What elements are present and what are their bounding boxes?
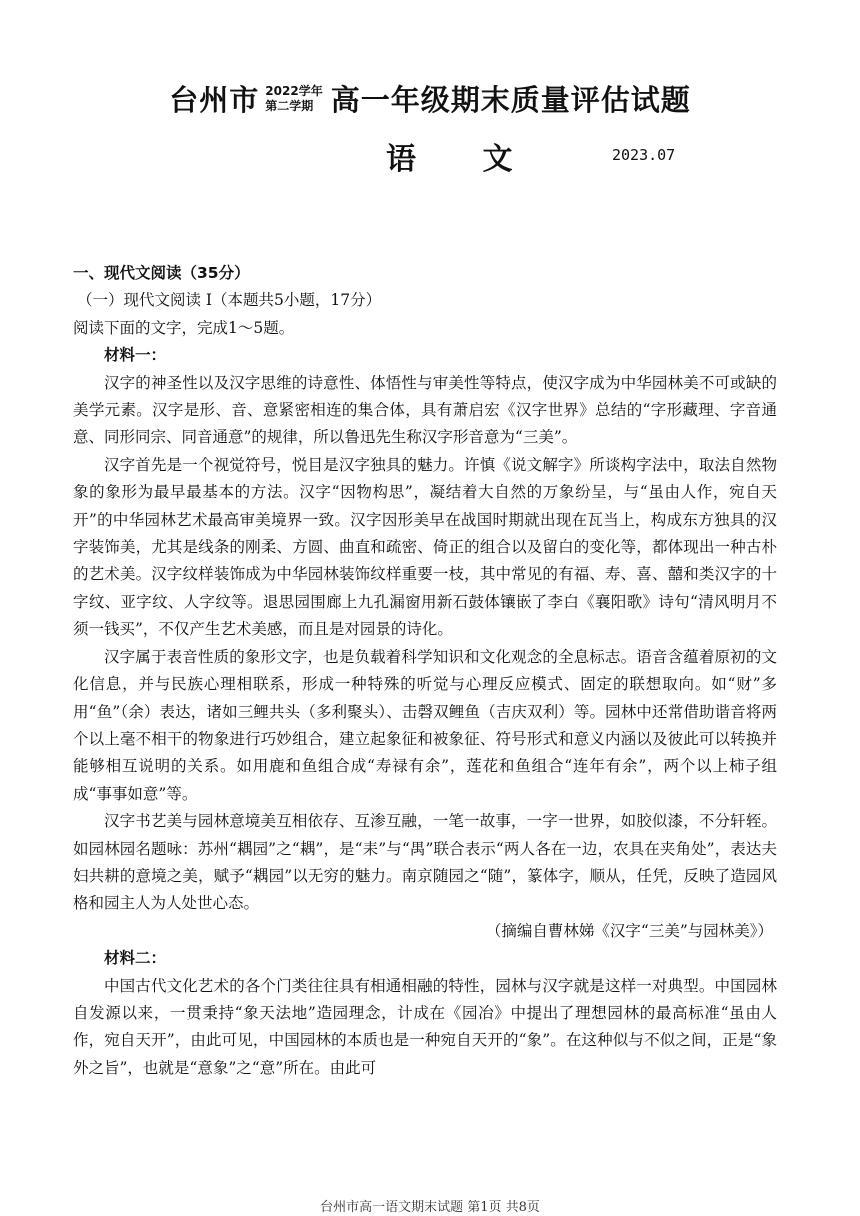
exam-title: 高一年级期末质量评估试题 bbox=[330, 83, 691, 117]
material-2-body bbox=[73, 973, 777, 1083]
paragraph: 汉字书艺美与园林意境美互相依存、互渗互融，一笔一故事，一字一世界，如胶似漆，不分轩轾。如园林园名题咏：苏州“耦园”之“耦”，是“耒”与“禺”联合表示“两人各在一边，农具在夹角处”，表达夫妇共耕的意境之美，赋予“耦园”以无穷的魅力。南京随园之“随”，篆体字，顺从，任凭，反映了造园风格和园主人为人处世心态。 bbox=[73, 812, 777, 913]
paragraph: 汉字的神圣性以及汉字思维的诗意性、体悟性与审美性等特点，使汉字成为中华园林美不可或缺的美学元素。汉字是形、音、意紧密相连的集合体，具有萧启宏《汉字世界》总结的“字形藏理、字音通意、同形同宗、同音通意”的规律，所以鲁迅先生称汉字形音意为“三美”。 bbox=[73, 373, 777, 447]
instruction-text: 阅读下面的文字，完成1～5题。 bbox=[73, 318, 295, 337]
paragraph: 中国古代文化艺术的各个门类往往具有相通相融的特性，园林与汉字就是这样一对典型。中国园林自发源以来，一贯秉持“象天法地”造园理念，计成在《园冶》中提出了理想园林的最高标准“虽由人作，宛自天开”，由此可见，中国园林的本质也是一种宛自天开的“象”。在这种似与不似之间，正是“象外之旨”，也就是“意象”之“意”所在。由此可 bbox=[73, 976, 777, 1077]
material-1-source: （摘编自曹林娣《汉字“三美”与园林美》） bbox=[485, 921, 773, 940]
page-footer: 台州市高一语文期末试题 第1页 共8页 bbox=[320, 1200, 540, 1215]
exam-date: 2023.07 bbox=[612, 146, 676, 164]
material-1-body bbox=[73, 370, 777, 918]
reading-section bbox=[73, 260, 777, 1082]
semester: 第二学期 bbox=[265, 98, 314, 113]
subsection-heading: （一）现代文阅读 I（本题共5小题，17分） bbox=[77, 291, 382, 310]
exam-title-row bbox=[0, 78, 860, 119]
subject-row bbox=[0, 134, 860, 177]
paragraph: 汉字首先是一个视觉符号，悦目是汉字独具的魅力。许慎《说文解字》所谈构字法中，取法自然物象的象形为最早最基本的方法。汉字“因物构思”，凝结着大自然的万象纷呈，与“虽由人作，宛自天开”的中华园林艺术最高审美境界一致。汉字因形美早在战国时期就出现在瓦当上，构成东方独具的汉字装饰美，尤其是线条的刚柔、方圆、曲直和疏密、倚正的组合以及留白的变化等，都体现出一种古朴的艺术美。汉字纹样装饰成为中华园林装饰纹样重要一枝，其中常见的有福、寿、喜、囍和类汉字的十字纹、亚字纹、人字纹等。退思园围廊上九孔漏窗用新石鼓体镶嵌了李白《襄阳歌》诗句“清风明月不须一钱买”，不仅产生艺术美感，而且是对园景的诗化。 bbox=[73, 455, 777, 639]
section-heading: 一、现代文阅读（35分） bbox=[73, 264, 250, 282]
paragraph: 汉字属于表音性质的象形文字，也是负载着科学知识和文化观念的全息标志。语音含蕴着原初的文化信息，并与民族心理相联系，形成一种特殊的听觉与心理反应模式、固定的联想取向。如“财”多用“鱼”（余）表达，诸如三鲤共头（多利聚头）、击磬双鲤鱼（吉庆双利）等。园林中还常借助谐音将两个以上毫不相干的物象进行巧妙组合，建立起象征和被象征、符号形式和意义内涵以及彼此可以转换并能够相互说明的关系。如用鹿和鱼组合成“寿禄有余”，莲花和鱼组合“连年有余”，两个以上柿子组成“事事如意”等。 bbox=[73, 647, 777, 803]
material-1-heading: 材料一： bbox=[104, 346, 167, 365]
city-name: 台州市 bbox=[169, 83, 260, 117]
academic-term bbox=[265, 84, 322, 114]
academic-year: 2022学年 bbox=[265, 83, 323, 98]
material-2-heading: 材料二： bbox=[104, 949, 167, 968]
subject-title: 语 文 bbox=[386, 142, 541, 177]
